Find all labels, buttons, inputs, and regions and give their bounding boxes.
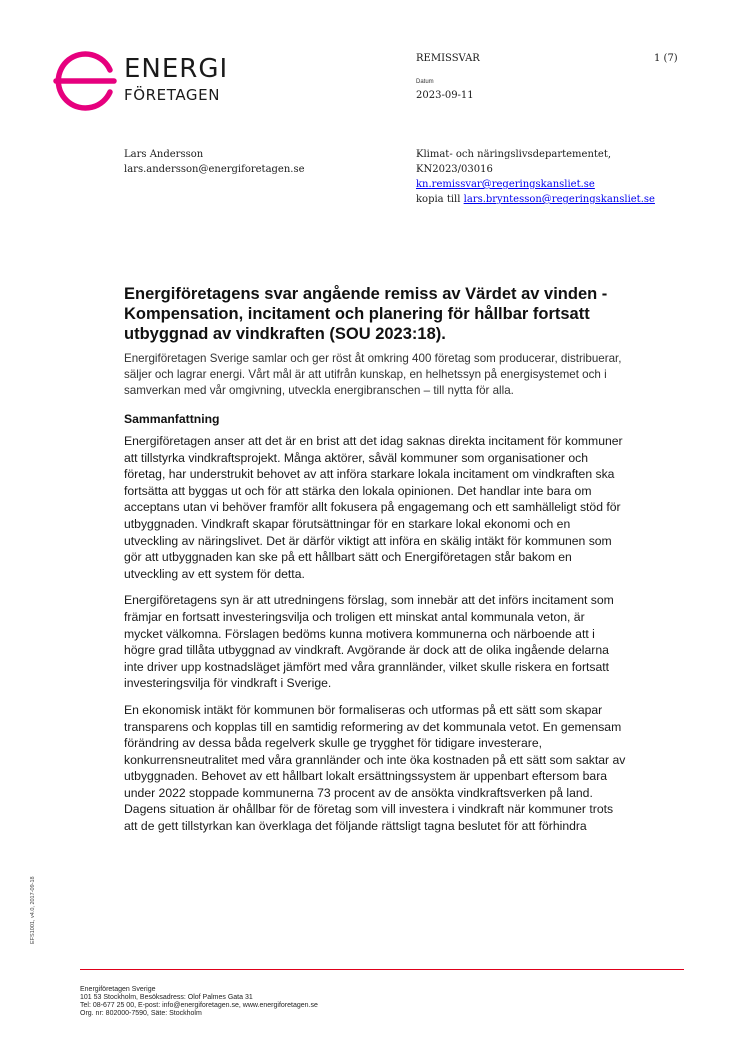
template-code: EFS1001, v4.0, 2017-09-18 <box>30 876 36 944</box>
recipient-reference: KN2023/03016 <box>416 164 493 175</box>
copy-email-link[interactable]: lars.bryntesson@regeringskansliet.se <box>463 194 655 205</box>
body-paragraph: Energiföretagen anser att det är en brist att det idag saknas direkta incitament för kommuner att tillstyrka vindkraftsprojekt. Många aktörer, såväl kommuner som organisationer och företag, har understrukit behovet av att införa starkare lokala incitament om vindkraften ska fortsätta att byggas ut och för att stärka den lokala opinionen. Det handlar inte bara om acceptans utan vi behöver framför allt fokusera på engagemang och ett samhälleligt stöd för utbyggnaden. Vindkraft skapar förutsättningar för en starkare lokal ekonomi och en utveckling av näringslivet. Det är därför viktigt att införa en skälig intäkt för kommunen som gör att utbyggnaden kan ske på ett hållbart sätt och Energiföretagen står bakom en utveckling av ett system för detta. <box>124 434 623 581</box>
sender-name: Lars Andersson <box>124 149 204 160</box>
footer-contact: Tel: 08-677 25 00, E-post: info@energiforetagen.se, www.energiforetagen.se <box>80 1002 318 1009</box>
footer-postal: 101 53 Stockholm, Besöksadress: Olof Palmes Gata 31 <box>80 994 253 1001</box>
energiforetagen-logo-mark-icon <box>52 48 118 114</box>
date-label: Datum <box>416 79 434 85</box>
footer-address <box>80 986 318 1018</box>
recipient-block <box>416 147 706 207</box>
body-paragraph: En ekonomisk intäkt för kommunen bör formaliseras och utformas på ett sätt som skapar transparens och kopplas till en samtidig reformering av det kommunala vetot. En gemensam förändring av dessa båda regelverk skulle ge trygghet för tidigare investerare, konkurrensneutralitet med våra grannländer och inte öka kostnaden på ett sätt som saktar av utbyggnaden. Behovet av ett hållbart lokalt ersättningssystem är uppenbart eftersom bara under 2022 stoppade kommunerna 73 procent av de ansökta vindkraftsverken på land. Dagens situation är ohållbar för de företag som vill investera i vindkraft när kommuner trots att de gett tillstyrkan kan överklaga det följande rättsligt tagna beslutet för att förhindra <box>124 702 626 834</box>
body-paragraph: Energiföretagens syn är att utredningens förslag, som innebär att det införs incitament som främjar en fortsatt investeringsvilja och troligen ett minskat antal kommunala veton, är mycket välkomna. Förslagen bedöms kunna motivera kommunerna och närboende att i högre grad tillåta utbyggnad av vindkraft. Avgörande är dock att de olika ingående delarna inte driver upp kostnadsläget jämfört med våra grannländer, vilket skulle riskera en fortsatt investeringsvilja för vindkraft i Sverige. <box>124 593 614 691</box>
footer-orgnr: Org. nr: 802000-7590, Säte: Stockholm <box>80 1010 202 1017</box>
date-value: 2023-09-11 <box>416 90 474 101</box>
company-logo <box>52 48 232 114</box>
copy-line <box>416 192 706 207</box>
copy-prefix: kopia till <box>416 194 464 205</box>
sender-block <box>124 147 305 177</box>
recipient-department: Klimat- och näringslivsdepartementet, <box>416 149 612 160</box>
logo-wordmark-line2: FÖRETAGEN <box>124 86 221 104</box>
summary-heading: Sammanfattning <box>124 412 220 426</box>
page-number: 1 (7) <box>654 53 678 64</box>
document-type: REMISSVAR <box>416 53 480 64</box>
intro-paragraph: Energiföretagen Sverige samlar och ger röst åt omkring 400 företag som producerar, distribuerar, säljer och lagrar energi. Vårt mål är att utifrån kunskap, en helhetssyn på energisystemet och i samverkan med vår omgivning, utveckla energibranschen – till nytta för alla. <box>124 352 622 397</box>
footer-company: Energiföretagen Sverige <box>80 986 156 993</box>
document-title: Energiföretagens svar angående remiss av Värdet av vinden - Kompensation, incitament och planering för hållbar fortsatt utbyggnad av vindkraften (SOU 2023:18). <box>124 285 608 343</box>
footer-divider <box>80 969 684 970</box>
document-body <box>124 284 634 960</box>
sender-email: lars.andersson@energiforetagen.se <box>124 164 305 175</box>
recipient-email-link[interactable]: kn.remissvar@regeringskansliet.se <box>416 179 595 190</box>
logo-wordmark-line1: ENERGI <box>124 54 229 84</box>
